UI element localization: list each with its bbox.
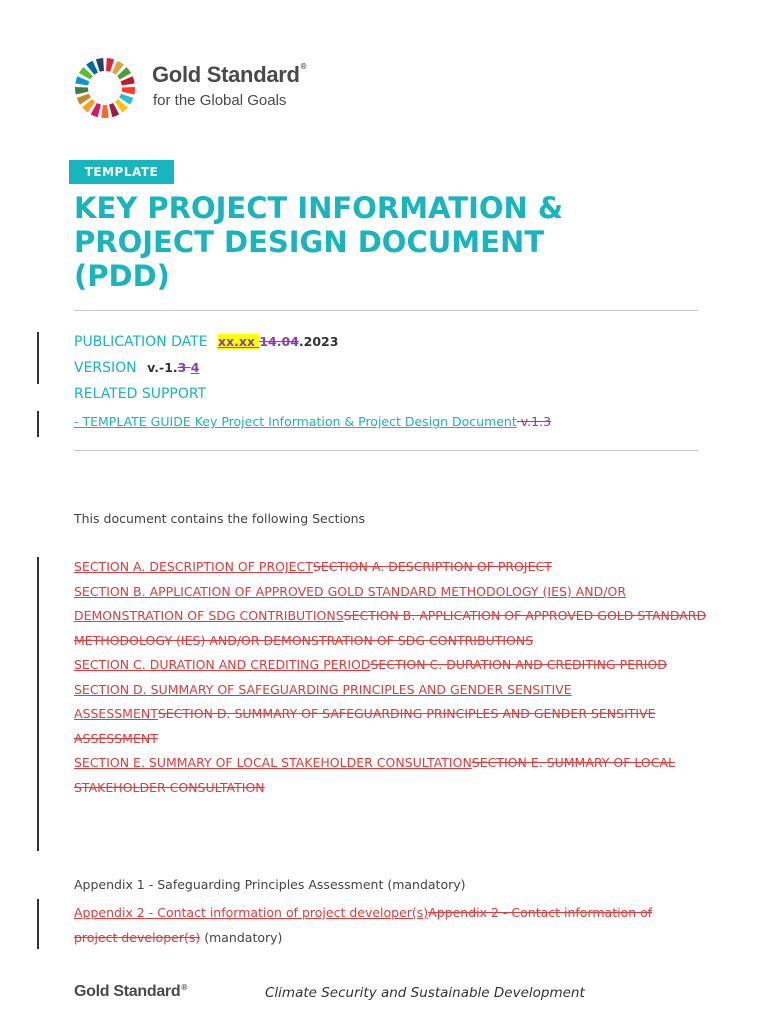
gold-standard-logo	[74, 57, 374, 119]
toc-deleted: SECTION A. DESCRIPTION OF PROJECT	[312, 559, 552, 574]
publication-date-value	[218, 334, 338, 349]
template-guide-link[interactable]	[74, 414, 551, 429]
related-support-label: RELATED SUPPORT	[74, 386, 207, 402]
publication-date-row	[74, 334, 338, 350]
version-value	[147, 360, 199, 375]
toc-entry-b[interactable]	[74, 580, 714, 654]
table-of-contents	[74, 555, 714, 800]
change-bar	[37, 899, 39, 949]
sdg-wheel-segment	[75, 87, 88, 94]
title-line: KEY PROJECT INFORMATION &	[74, 191, 564, 225]
deleted-version: 3	[177, 360, 191, 375]
footer-logo: Gold Standard®	[74, 983, 187, 1000]
sdg-wheel-segment	[96, 58, 104, 72]
title-line: PROJECT DESIGN DOCUMENT	[74, 225, 545, 259]
toc-deleted: SECTION D. SUMMARY OF SAFEGUARDING PRINCIPLES AND GENDER SENSITIVE ASSESSMENT	[74, 706, 656, 746]
toc-link[interactable]: SECTION C. DURATION AND CREDITING PERIOD	[74, 657, 371, 672]
date-year: .2023	[298, 334, 339, 349]
footer-tagline: Climate Security and Sustainable Development	[265, 985, 585, 1001]
version-label: VERSION	[74, 360, 137, 376]
template-badge: TEMPLATE	[69, 160, 174, 184]
inserted-date: xx.xx	[218, 334, 260, 349]
sdg-wheel-segment	[101, 105, 108, 118]
logo-title: Gold Standard®	[152, 62, 307, 87]
guide-text[interactable]: - TEMPLATE GUIDE Key Project Information & Project Design Document	[74, 414, 517, 429]
sdg-wheel-segment	[122, 87, 135, 94]
appendix-2[interactable]	[74, 901, 674, 950]
toc-entry-c[interactable]	[74, 653, 714, 678]
logo-subtitle: for the Global Goals	[153, 92, 287, 109]
document-title	[74, 191, 694, 293]
divider	[74, 450, 698, 451]
toc-link[interactable]: SECTION B. APPLICATION OF APPROVED GOLD STANDARD METHODOLOGY (IES) AND/OR DEMONSTRATION OF SDG CONTRIBUTIONS	[74, 583, 627, 623]
toc-entry-e[interactable]	[74, 751, 714, 800]
version-row	[74, 360, 199, 376]
sdg-wheel-icon	[74, 57, 136, 119]
toc-entry-a[interactable]	[74, 555, 714, 580]
inserted-version: 4	[190, 360, 200, 375]
toc-entry-d[interactable]	[74, 678, 714, 752]
toc-deleted: SECTION E. SUMMARY OF LOCAL STAKEHOLDER CONSULTATION	[74, 755, 675, 795]
change-bar	[37, 557, 39, 851]
toc-link[interactable]: SECTION D. SUMMARY OF SAFEGUARDING PRINCIPLES AND GENDER SENSITIVE ASSESSMENT	[74, 681, 572, 721]
appendix-1: Appendix 1 - Safeguarding Principles Assessment (mandatory)	[74, 877, 466, 892]
appendix-2-suffix: (mandatory)	[200, 929, 283, 945]
version-prefix: v.-1.	[147, 360, 178, 375]
sdg-wheel-segment	[106, 58, 114, 72]
appendix-2-deleted: Appendix 2 - Contact information of project developer(s)	[74, 905, 653, 945]
deleted-date: 14.04	[259, 334, 299, 349]
toc-link[interactable]: SECTION A. DESCRIPTION OF PROJECT	[74, 559, 313, 574]
sections-intro: This document contains the following Sections	[74, 511, 366, 526]
guide-deleted-version: v.1.3	[516, 414, 552, 429]
publication-date-label: PUBLICATION DATE	[74, 334, 208, 350]
divider	[74, 310, 698, 311]
appendix-2-link[interactable]: Appendix 2 - Contact information of project developer(s)	[74, 905, 429, 920]
toc-deleted: SECTION C. DURATION AND CREDITING PERIOD	[370, 657, 667, 672]
title-line: (PDD)	[74, 259, 170, 293]
toc-link[interactable]: SECTION E. SUMMARY OF LOCAL STAKEHOLDER CONSULTATION	[74, 755, 472, 770]
change-bar	[37, 411, 39, 437]
change-bar	[37, 332, 39, 384]
toc-deleted: SECTION B. APPLICATION OF APPROVED GOLD STANDARD METHODOLOGY (IES) AND/OR DEMONSTRATION OF SDG CONTRIBUTIONS	[74, 608, 707, 648]
